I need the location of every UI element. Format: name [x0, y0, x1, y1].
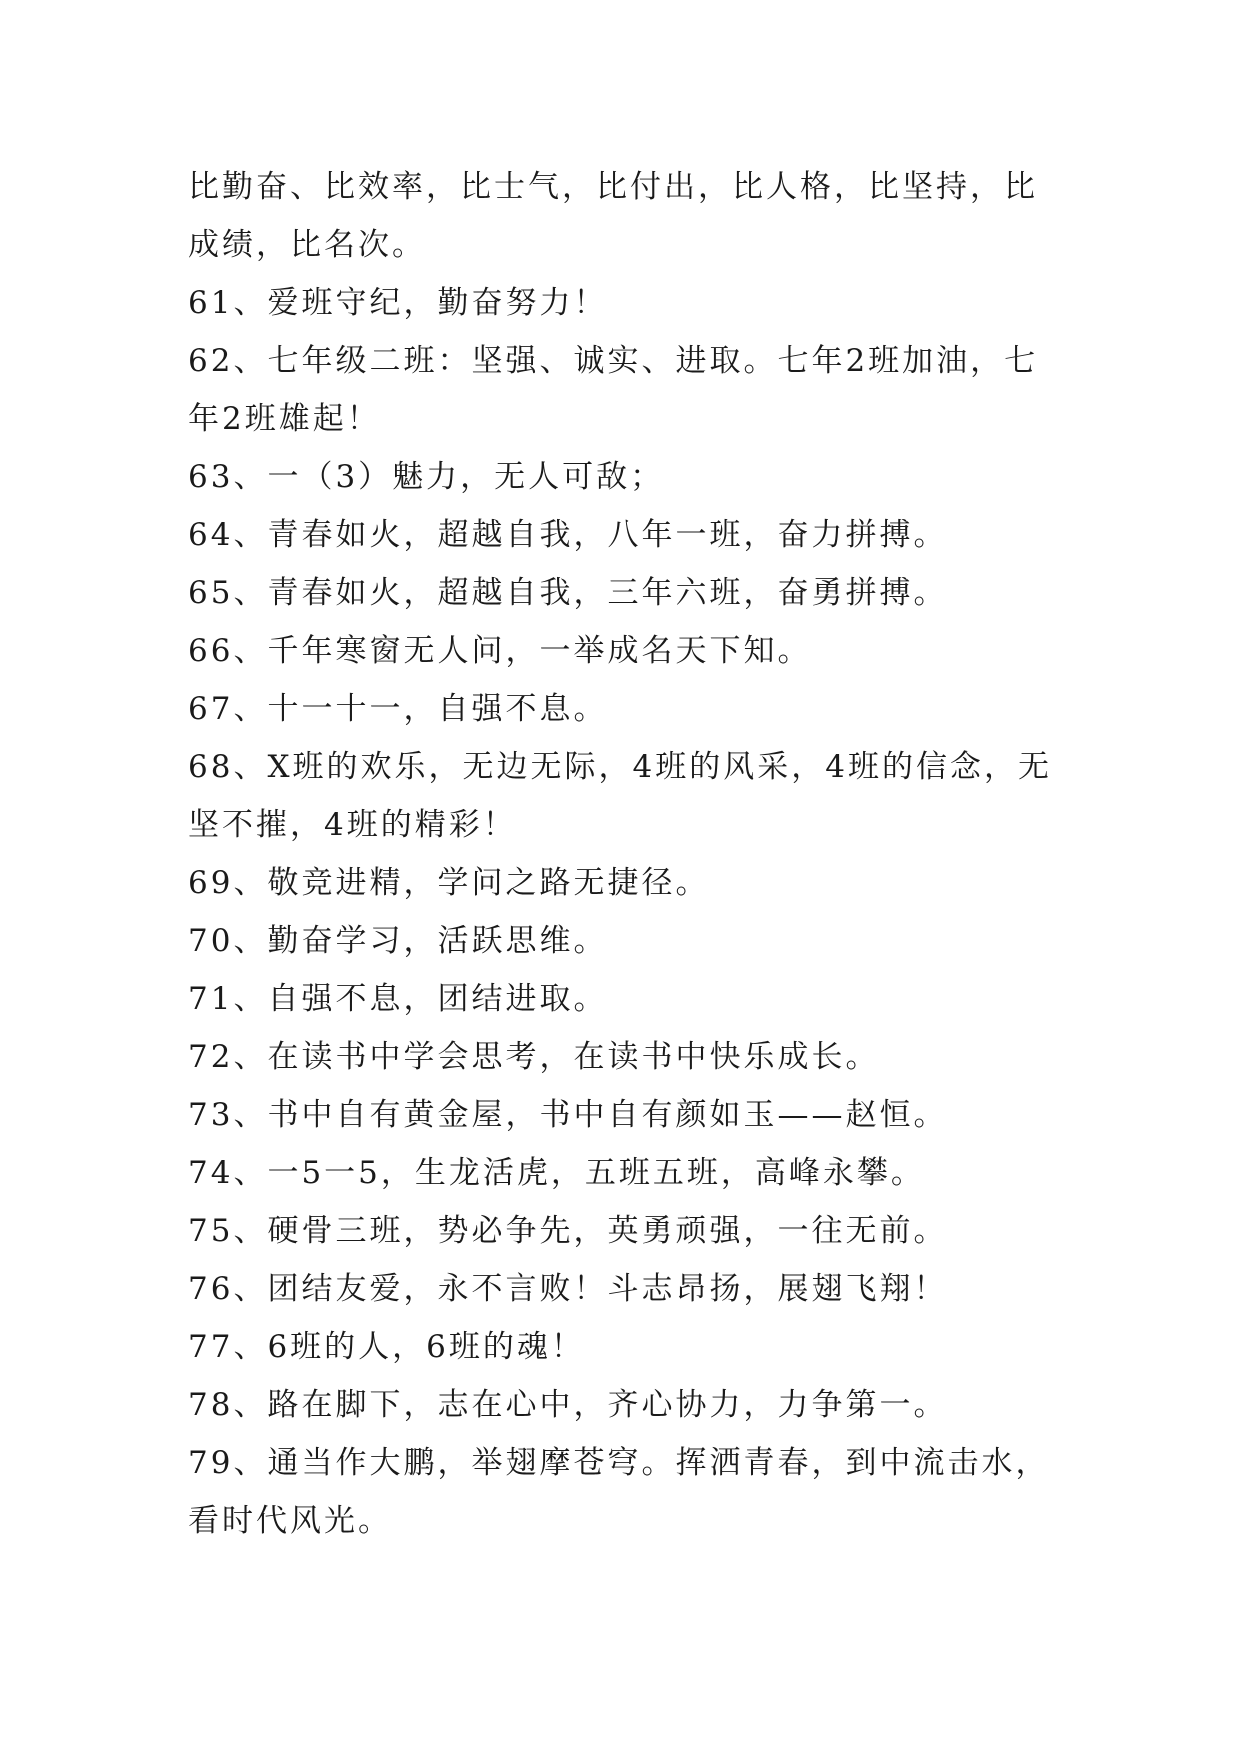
- paragraph: 65、青春如火，超越自我，三年六班，奋勇拼搏。: [188, 575, 948, 611]
- paragraph: 61、爱班守纪，勤奋努力！: [188, 285, 608, 321]
- paragraph: 68、X班的欢乐，无边无际，4班的风采，4班的信念，无坚不摧，4班的精彩！: [188, 749, 1052, 843]
- paragraph: 72、在读书中学会思考，在读书中快乐成长。: [188, 1039, 880, 1075]
- paragraph: 63、一（3）魅力，无人可敌；: [188, 459, 665, 495]
- document-body: [188, 158, 1058, 1550]
- paragraph: 比勤奋、比效率，比士气，比付出，比人格，比坚持，比成绩，比名次。: [188, 169, 1038, 263]
- paragraph: 76、团结友爱，永不言败！斗志昂扬，展翅飞翔！: [188, 1271, 948, 1307]
- paragraph: 78、路在脚下，志在心中，齐心协力，力争第一。: [188, 1387, 948, 1423]
- paragraph: 69、敬竞进精，学问之路无捷径。: [188, 865, 710, 901]
- paragraph: 71、自强不息，团结进取。: [188, 981, 608, 1017]
- paragraph: 74、一5一5，生龙活虎，五班五班，高峰永攀。: [188, 1155, 925, 1191]
- paragraph: 75、硬骨三班，势必争先，英勇顽强，一往无前。: [188, 1213, 948, 1249]
- paragraph: 66、千年寒窗无人问，一举成名天下知。: [188, 633, 812, 669]
- paragraph: 77、6班的人，6班的魂！: [188, 1329, 585, 1365]
- paragraph: 62、七年级二班：坚强、诚实、进取。七年2班加油，七年2班雄起！: [188, 343, 1039, 437]
- paragraph: 64、青春如火，超越自我，八年一班，奋力拼搏。: [188, 517, 948, 553]
- paragraph: 67、十一十一，自强不息。: [188, 691, 608, 727]
- paragraph: 79、通当作大鹏，举翅摩苍穹。挥洒青春，到中流击水，看时代风光。: [188, 1445, 1050, 1539]
- paragraph: 73、书中自有黄金屋，书中自有颜如玉——赵恒。: [188, 1097, 948, 1133]
- paragraph: 70、勤奋学习，活跃思维。: [188, 923, 608, 959]
